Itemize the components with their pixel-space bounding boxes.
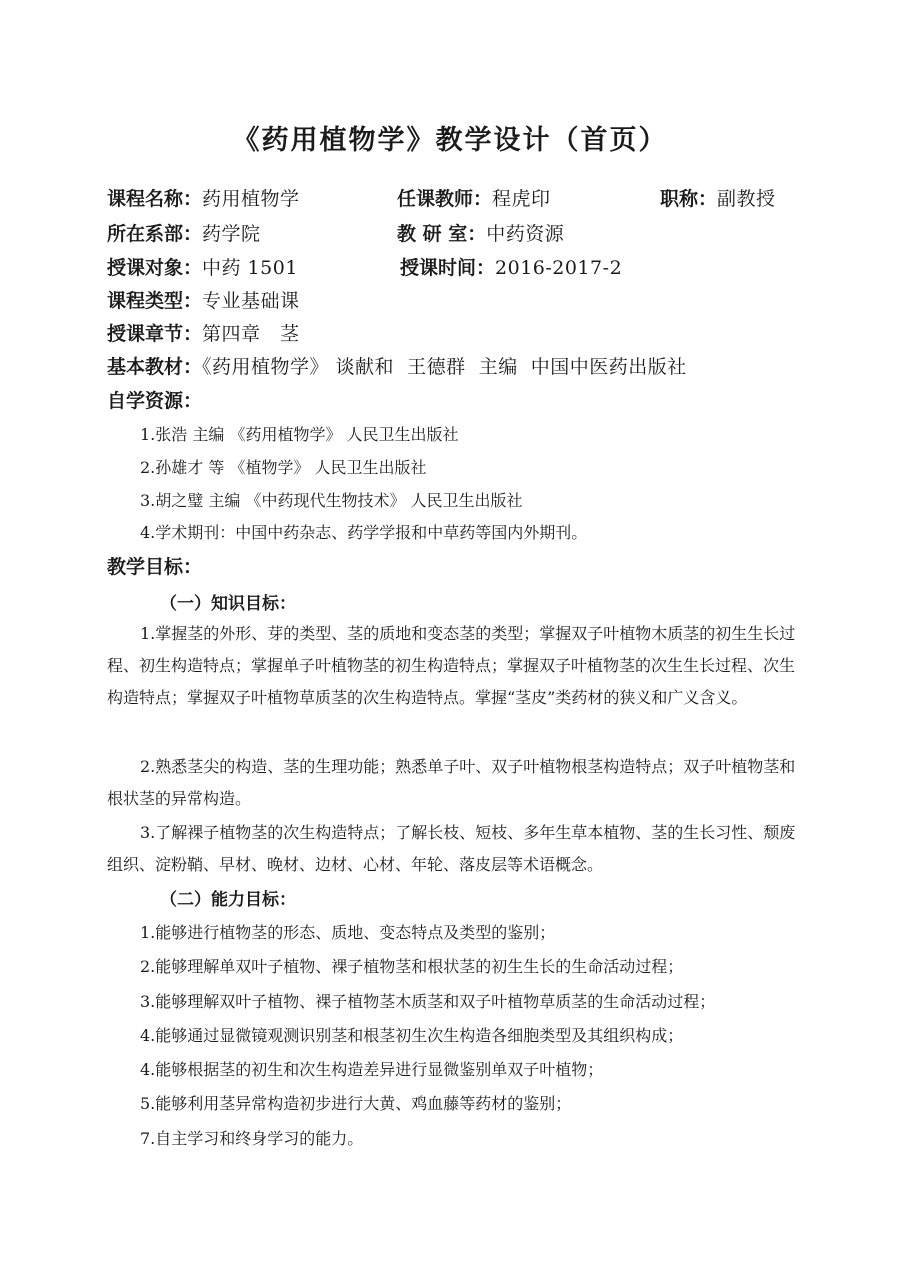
resource-item: 4.学术期刊：中国中药杂志、药学学报和中草药等国内外期刊。 bbox=[140, 523, 588, 542]
audience-label: 授课对象： bbox=[107, 257, 203, 279]
ability-goal-item: 2.能够理解单双叶子植物、裸子植物茎和根状茎的初生生长的生命活动过程； bbox=[140, 957, 684, 977]
ability-goal-list bbox=[140, 922, 715, 1162]
ability-goal-item: 4.能够根据茎的初生和次生构造差异进行显微鉴别单双子叶植物； bbox=[140, 1060, 604, 1080]
office-label: 教 研 室： bbox=[397, 223, 487, 245]
audience-field bbox=[107, 256, 298, 280]
ability-goal-item: 7.自主学习和终身学习的能力。 bbox=[140, 1128, 364, 1148]
ability-goal-item: 3.能够理解双叶子植物、裸子植物茎木质茎和双子叶植物草质茎的生命活动过程； bbox=[140, 991, 716, 1011]
course-type-value: 专业基础课 bbox=[202, 290, 300, 312]
audience-value: 中药 1501 bbox=[202, 257, 298, 279]
ability-goal-item: 1.能够进行植物茎的形态、质地、变态特点及类型的鉴别； bbox=[140, 923, 556, 942]
course-name-value: 药用植物学 bbox=[202, 188, 300, 210]
knowledge-goal-paragraph bbox=[107, 751, 797, 815]
resource-item: 1.张浩 主编 《药用植物学》 人民卫生出版社 bbox=[140, 425, 459, 444]
department-value: 药学院 bbox=[202, 223, 261, 245]
knowledge-goal-paragraph bbox=[107, 817, 797, 881]
resource-item: 2.孙雄才 等 《植物学》 人民卫生出版社 bbox=[140, 458, 427, 477]
course-name-label: 课程名称： bbox=[107, 188, 203, 210]
department-label: 所在系部： bbox=[107, 223, 203, 245]
teacher-label: 任课教师： bbox=[397, 188, 493, 210]
ability-goal-item: 5.能够利用茎异常构造初步进行大黄、鸡血藤等药材的鉴别； bbox=[140, 1094, 572, 1114]
resources-label: 自学资源： bbox=[107, 390, 203, 412]
course-name-field bbox=[107, 187, 300, 211]
knowledge-goal-text: 1.掌握茎的外形、芽的类型、茎的质地和变态茎的类型；掌握双子叶植物木质茎的初生生长过程、初生构造特点；掌握单子叶植物茎的初生构造特点；掌握双子叶植物茎的次生生长过程、次生构造特点；掌握双子叶植物草质茎的次生构造特点。掌握“茎皮”类药材的狭义和广义含义。 bbox=[107, 624, 796, 707]
course-type-field bbox=[107, 289, 300, 313]
office-value: 中药资源 bbox=[486, 223, 565, 245]
chapter-value: 第四章 茎 bbox=[202, 323, 300, 345]
job-title-label: 职称： bbox=[660, 188, 718, 210]
page-title: 《药用植物学》教学设计（首页） bbox=[232, 125, 668, 156]
textbook-value: 《药用植物学》 谈献和 王德群 主编 中国中医药出版社 bbox=[202, 356, 687, 378]
goals-label: 教学目标： bbox=[107, 556, 203, 578]
course-type-label: 课程类型： bbox=[107, 290, 203, 312]
teacher-field bbox=[397, 187, 551, 211]
goals-heading bbox=[107, 555, 202, 579]
textbook-field bbox=[107, 355, 687, 379]
chapter-field bbox=[107, 322, 300, 346]
chapter-label: 授课章节： bbox=[107, 323, 203, 345]
textbook-label: 基本教材： bbox=[107, 356, 203, 378]
knowledge-goal-text: 3.了解裸子植物茎的次生构造特点；了解长枝、短枝、多年生草本植物、茎的生长习性、颓废组织、淀粉鞘、早材、晚材、边材、心材、年轮、落皮层等术语概念。 bbox=[107, 823, 796, 874]
resources-heading bbox=[107, 389, 202, 413]
job-title-field bbox=[660, 187, 776, 211]
knowledge-goal-paragraph bbox=[107, 618, 797, 714]
job-title-value: 副教授 bbox=[717, 188, 776, 210]
ability-goals-heading: （二）能力目标： bbox=[160, 890, 296, 910]
time-field bbox=[400, 256, 622, 280]
knowledge-goals-heading: （一）知识目标： bbox=[160, 594, 296, 614]
time-value: 2016-2017-2 bbox=[495, 257, 623, 279]
resource-item: 3.胡之璧 主编 《中药现代生物技术》 人民卫生出版社 bbox=[140, 491, 523, 510]
ability-goal-item: 4.能够通过显微镜观测识别茎和根茎初生次生构造各细胞类型及其组织构成； bbox=[140, 1025, 684, 1045]
knowledge-goal-text: 2.熟悉茎尖的构造、茎的生理功能；熟悉单子叶、双子叶植物根茎构造特点；双子叶植物茎和根状茎的异常构造。 bbox=[107, 757, 796, 808]
teacher-value: 程虎印 bbox=[492, 188, 551, 210]
department-field bbox=[107, 222, 261, 246]
time-label: 授课时间： bbox=[400, 257, 496, 279]
office-field bbox=[397, 222, 564, 246]
